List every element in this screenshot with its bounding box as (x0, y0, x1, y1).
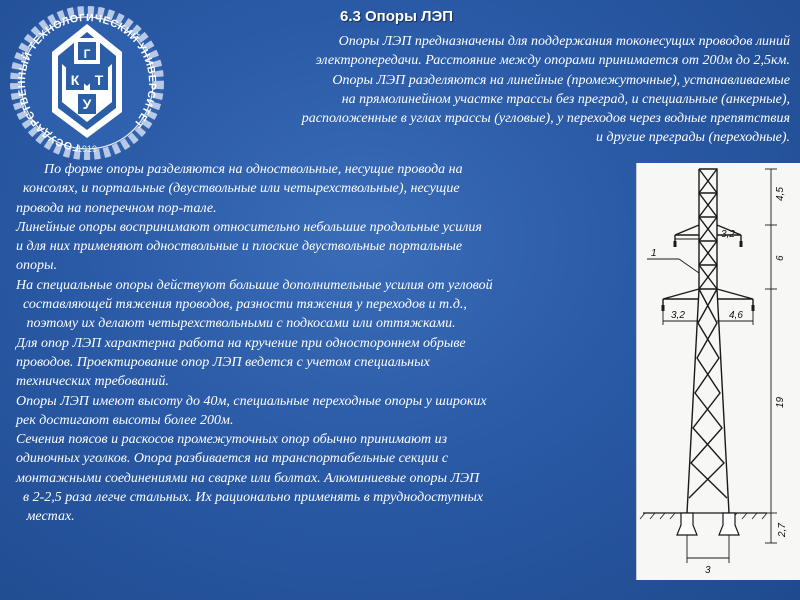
tower-structure (663, 169, 753, 513)
dim-19: 19 (775, 396, 786, 408)
body-line: На специальные опоры действуют большие дополнительные усилия от угловой (16, 277, 493, 293)
body-line: в 2-2,5 раза легче стальных. Их рационально применять в труднодоступных (16, 490, 484, 506)
foundations (677, 513, 739, 535)
dim-4-5: 4,5 (775, 187, 786, 201)
intro-line: и другие преграды (переходные). (596, 130, 790, 146)
intro-paragraph (170, 32, 790, 148)
body-line: консолях, и портальные (двуствольные или четырехствольные), несущие (16, 181, 460, 197)
dim-2-7: 2,7 (777, 523, 788, 537)
body-line: поэтому их делают четырехствольными с подкосами или оттяжками. (16, 316, 456, 332)
svg-text:К: К (70, 72, 80, 88)
logo-year: 1919 (76, 144, 98, 154)
label-1: 1 (651, 248, 657, 259)
body-line: монтажными соединениями на сварке или болтах. Алюминиевые опоры ЛЭП (16, 470, 480, 486)
body-line: и для них применяют одноствольные и плоские двуствольные портальные (16, 239, 463, 255)
body-line: составляющей тяжения проводов, разности тяжения у переходов и т.д., (16, 297, 467, 313)
body-line: местах. (16, 509, 75, 525)
svg-text:У: У (82, 96, 92, 112)
body-line: одиночных уголков. Опора разбивается на транспортабельные секции с (16, 451, 449, 467)
body-line: рек достигают высоты более 200м. (16, 412, 234, 428)
dim-4-6: 4,6 (729, 310, 743, 321)
dimension-lines (647, 169, 777, 563)
body-line: Сечения поясов и раскосов промежуточных опор обычно принимают из (16, 432, 448, 448)
ground-line (640, 513, 767, 519)
body-line: провода на поперечном пор-тале. (16, 200, 217, 216)
body-line: Линейные опоры воспринимают относительно небольшие продольные усилия (16, 219, 482, 235)
logo-ring-text: ГОСУДАРСТВЕННЫЙ ТЕХНОЛОГИЧЕСКИЙ УНИВЕРСИТЕТ (15, 11, 159, 154)
tower-diagram (636, 163, 800, 580)
intro-line: Опоры ЛЭП разделяются на линейные (промежуточные), устанавливаемые (332, 72, 790, 88)
dim-3-2-bottom: 3,2 (671, 310, 685, 321)
dim-3-base: 3 (705, 565, 711, 576)
university-logo (2, 2, 172, 162)
dim-6: 6 (775, 255, 786, 261)
intro-line: электропередачи. Расстояние между опорами принимается от 200м до 2,5км. (315, 53, 790, 69)
dim-3-2-top: 3,2 (721, 229, 735, 240)
intro-line: расположенные в углах трассы (угловые), у переходов через водные препятствия (301, 111, 790, 127)
slide-title: 6.3 Опоры ЛЭП (340, 8, 454, 25)
body-line: По форме опоры разделяются на одноствольные, несущие провода на (16, 162, 463, 177)
intro-line: на прямолинейном участке трассы без преград, и специальные (анкерные), (341, 91, 790, 107)
body-line: проводов. Проектирование опор ЛЭП ведется с учетом специальных (16, 354, 430, 370)
body-line: Опоры ЛЭП имеют высоту до 40м, специальные переходные опоры у широких (16, 393, 487, 409)
tower-drawing (637, 163, 800, 580)
body-line: Для опор ЛЭП характерна работа на кручение при одностороннем обрыве (16, 335, 466, 351)
svg-text:Г: Г (83, 47, 91, 61)
intro-line: Опоры ЛЭП предназначены для поддержания токонесущих проводов линий (338, 34, 790, 49)
body-text (16, 160, 641, 527)
body-line: технических требований. (16, 374, 169, 390)
svg-text:Т: Т (94, 72, 104, 88)
body-line: опоры. (16, 258, 57, 274)
